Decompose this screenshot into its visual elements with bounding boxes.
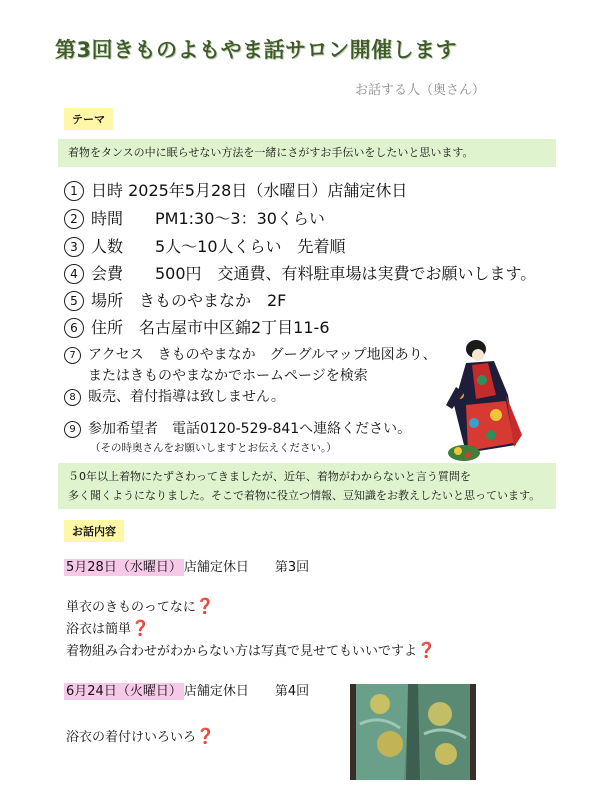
theme-box: 着物をタンスの中に眠らせない方法を一緒にさがすお手伝いをしたいと思います。 (58, 139, 556, 167)
question-icon: ❓ (196, 727, 215, 745)
detail-text: 時間 PM1:30～3：30くらい (91, 209, 325, 228)
explanation-line: 多く聞くようになりました。そこで着物に役立つ情報、豆知識をお教えしたいと思っています。 (68, 489, 541, 502)
detail-text: 会費 500円 交通費、有料駐車場は実費でお願いします。 (91, 264, 537, 283)
detail-text: 日時 2025年5月28日（水曜日）店舗定休日 (91, 181, 408, 200)
detail-text: 販売、着付指導は致しません。 (88, 389, 285, 405)
detail-text: アクセス きものやまなか グーグルマップ地図あり、 (88, 347, 437, 363)
topic-text: 着物組み合わせがわからない方は写真で見せてもいいですよ (66, 644, 418, 659)
session-header-1 (64, 556, 309, 575)
detail-item-9 (64, 418, 411, 438)
detail-item-8 (64, 386, 285, 406)
detail-text: 人数 5人～10人くらい 先着順 (91, 237, 346, 256)
session-info: 店舗定休日 第3回 (183, 560, 310, 575)
topic-text: 浴衣の着付けいろいろ (66, 730, 197, 745)
theme-tag: テーマ (64, 108, 113, 130)
circled-number: 2 (64, 209, 84, 229)
session-header-2 (64, 680, 309, 699)
circled-number: 1 (64, 181, 84, 201)
circled-number: 8 (64, 389, 81, 406)
detail-text: 住所 名古屋市中区錦2丁目11-6 (91, 318, 330, 337)
circled-number: 4 (64, 264, 84, 284)
circled-number: 7 (64, 347, 81, 364)
circled-number: 5 (64, 291, 84, 311)
page-title: 第3回きものよもやま話サロン開催します (55, 38, 458, 62)
explanation-line: ５0年以上着物にたずさわってきましたが、近年、着物がわからないと言う質問を (68, 470, 471, 483)
detail-text: 参加希望者 電話0120-529-841へ連絡ください。 (88, 421, 412, 437)
kimono-doll-illustration (436, 335, 536, 470)
detail-text: またはきものやまなかでホームページを検索 (88, 368, 368, 384)
session-date: 6月24日（火曜日） (66, 684, 182, 699)
circled-number: 3 (64, 237, 84, 257)
topic-item (66, 640, 436, 659)
detail-item-6 (64, 315, 330, 338)
question-icon: ❓ (195, 597, 215, 615)
detail-item-1 (64, 178, 407, 201)
session-date: 5月28日（水曜日） (66, 560, 182, 575)
circled-number: 9 (64, 421, 81, 438)
question-icon: ❓ (417, 641, 436, 659)
question-icon: ❓ (131, 619, 150, 637)
detail-item-5 (64, 288, 286, 311)
detail-item-2 (64, 206, 325, 229)
topic-text: 浴衣は簡単 (66, 622, 132, 637)
topic-text: 単衣のきものってなに (66, 600, 196, 615)
detail-item-7-cont (88, 365, 368, 385)
topic-item (66, 618, 150, 637)
contact-note: （その時奥さんをお願いしますとお伝えください。） (90, 442, 337, 454)
talk-content-tag: お話内容 (64, 520, 124, 542)
session-info: 店舗定休日 第4回 (183, 684, 310, 699)
topic-item (66, 726, 215, 745)
detail-text: 場所 きものやまなか 2F (91, 291, 287, 310)
topic-item (66, 596, 215, 615)
detail-item-3 (64, 234, 346, 257)
detail-item-4 (64, 261, 536, 284)
explanation-box (58, 463, 556, 509)
circled-number: 6 (64, 318, 84, 338)
speaker-label: お話する人（奥さん） (355, 83, 486, 98)
kimono-photo (350, 684, 476, 780)
detail-item-7 (64, 344, 437, 364)
